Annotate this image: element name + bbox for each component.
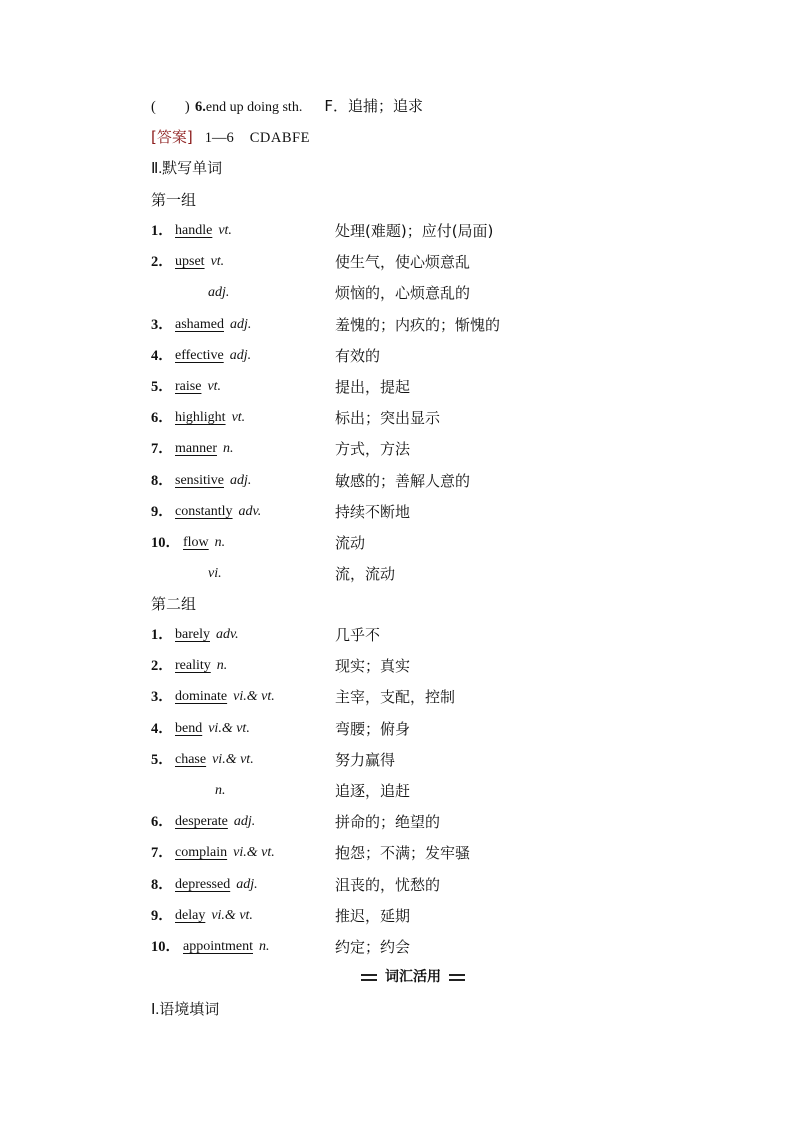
vocab-word: constantly [175,503,233,519]
vocab-answer[interactable] [175,250,224,274]
vocab-word: handle [175,223,213,238]
part-of-speech: adv. [215,627,239,642]
vocab-word: upset [175,254,205,270]
section-title: 语境填词 [159,1000,220,1018]
part-of-speech: adj. [236,876,258,892]
vocab-number: 9． [151,907,173,924]
part-of-speech: vi.& vt. [233,689,275,705]
vocab-row [151,250,711,274]
vocab-number: 7． [151,845,173,862]
phrase: end up doing sth. [205,100,303,115]
vocab-number: 2． [151,254,173,271]
vocab-number: 5． [151,751,173,768]
part-of-speech: vi. [208,566,222,582]
vocab-number: 9． [151,503,173,520]
vocab-word: depressed [175,876,231,892]
vocab-word: bend [175,720,203,736]
vocab-answer[interactable] [175,623,239,647]
vocab-number: 6． [151,410,173,427]
vocab-meaning: 现实；真实 [335,657,411,676]
vocab-row [151,810,711,834]
section-title: 默写单词 [162,159,223,177]
vocab-number: 1． [151,627,173,643]
group-title: 第一组 [151,191,197,209]
section-heading-context-fill [151,997,219,1021]
vocab-row [151,375,711,399]
vocab-meaning: 追逐，追赶 [335,782,411,800]
vocab-answer[interactable] [175,469,251,493]
vocab-answer[interactable] [175,904,253,928]
banner-label: 词汇活用 [377,967,449,987]
vocab-word: appointment [183,939,253,954]
part-of-speech: vi.& vt. [211,907,253,923]
vocab-word: reality [175,658,211,674]
vocab-row [151,219,711,243]
section-numeral: Ⅰ. [151,1002,160,1018]
vocab-word: ashamed [175,316,224,332]
vocab-answer[interactable] [175,685,275,709]
vocab-word: flow [183,535,209,550]
vocab-row [151,779,711,803]
vocab-row [151,654,711,678]
vocab-row [151,841,711,865]
vocab-row [151,685,711,709]
vocab-row [151,623,711,647]
vocab-word: delay [175,907,206,923]
vocab-meaning: 弯腰；俯身 [335,719,411,738]
vocab-number: 10． [151,535,180,551]
section-heading-dictation [151,156,222,180]
vocab-row [151,531,711,555]
option-text: F．追捕；追求 [324,97,423,115]
vocab-answer[interactable] [175,313,251,337]
vocab-row [151,562,711,586]
vocab-meaning: 流，流动 [335,565,396,584]
vocab-answer[interactable] [183,935,270,959]
vocab-row [151,469,711,493]
vocab-number: 6． [151,814,173,831]
vocab-answer[interactable] [175,500,261,524]
vocab-word: complain [175,845,228,861]
vocab-answer[interactable] [175,873,258,897]
vocab-meaning: 方式，方法 [335,440,411,459]
vocab-row [151,406,711,430]
vocab-meaning: 几乎不 [335,626,381,644]
vocab-meaning: 有效的 [335,346,381,365]
vocab-number: 3． [151,689,173,706]
vocab-number: 8． [151,876,173,893]
vocab-meaning: 烦恼的，心烦意乱的 [335,284,471,303]
vocab-number: 7． [151,441,173,458]
vocab-meaning: 主宰，支配，控制 [335,688,456,707]
part-of-speech: adj. [230,472,252,488]
vocab-row [151,904,711,928]
vocab-meaning: 流动 [335,534,366,552]
vocab-meaning: 推迟，延期 [335,906,411,925]
part-of-speech: adj. [229,316,252,332]
vocab-meaning: 拼命的；绝望的 [335,813,441,832]
vocab-number: 5． [151,379,173,395]
vocab-answer[interactable] [183,531,225,555]
vocab-row [151,748,711,772]
part-of-speech: adj. [208,285,230,301]
part-of-speech: n. [214,535,226,550]
answer-tag: [答案] [151,128,193,146]
vocab-word: effective [175,347,224,363]
vocab-meaning: 敏感的；善解人意的 [335,471,471,490]
answer-range: 1—6 [204,130,234,146]
answer-keys: CDABFE [249,130,310,146]
matching-row [151,94,423,118]
vocab-answer[interactable] [175,841,275,865]
vocab-answer[interactable] [175,375,221,399]
vocab-word: chase [175,751,207,767]
vocab-word: desperate [175,814,228,830]
vocab-row [151,313,711,337]
part-of-speech: vt. [207,379,222,394]
vocab-answer[interactable] [175,748,254,772]
vocab-answer[interactable] [175,654,227,678]
vocab-number: 10． [151,939,180,955]
vocab-number: 3． [151,316,173,333]
answer-line [151,125,310,149]
vocab-word: manner [175,441,217,457]
vocab-meaning: 约定；约会 [335,938,411,956]
vocab-answer[interactable] [175,219,232,243]
vocab-word: sensitive [175,472,224,488]
vocab-meaning: 标出；突出显示 [335,409,441,428]
vocab-answer[interactable] [175,717,250,741]
part-of-speech: adj. [229,347,252,363]
part-of-speech: n. [216,658,228,674]
vocab-meaning: 使生气，使心烦意乱 [335,253,471,272]
part-of-speech: vt. [210,254,225,270]
vocab-number: 8． [151,472,173,489]
vocab-row [151,344,711,368]
part-of-speech: adj. [233,814,256,830]
part-of-speech: n. [215,783,226,798]
vocab-word: highlight [175,410,226,426]
part-of-speech: vt. [231,410,246,426]
vocab-word: raise [175,379,202,394]
group-title: 第二组 [151,595,197,613]
vocab-word: dominate [175,689,228,705]
vocab-number: 2． [151,658,173,675]
vocab-row [151,873,711,897]
vocab-meaning: 沮丧的，忧愁的 [335,875,441,894]
vocab-meaning: 处理(难题)；应付(局面) [335,222,494,240]
vocab-number: 1． [151,223,173,239]
part-of-speech: n. [259,939,270,954]
vocab-number: 4． [151,347,173,364]
part-of-speech: n. [222,441,234,457]
item-number: 6. [195,99,206,115]
part-of-speech: adv. [238,503,262,519]
vocab-answer[interactable] [175,344,251,368]
part-of-speech: vi.& vt. [212,751,254,767]
vocab-row [151,935,711,959]
part-of-speech: vt. [218,223,232,238]
vocab-meaning: 羞愧的；内疚的；惭愧的 [335,315,501,334]
vocab-row [151,281,711,305]
vocab-meaning: 提出，提起 [335,378,411,396]
answer-blank[interactable]: ( ) [151,99,190,115]
vocab-answer[interactable] [175,437,233,461]
vocab-answer[interactable] [175,810,255,834]
vocab-row [151,437,711,461]
vocab-row [151,717,711,741]
vocab-row [151,500,711,524]
part-of-speech: vi.& vt. [208,720,250,736]
section-banner [361,967,465,987]
vocab-meaning: 抱怨；不满；发牢骚 [335,844,471,863]
vocab-meaning: 努力赢得 [335,750,396,769]
vocab-answer[interactable] [175,406,245,430]
section-numeral: Ⅱ. [151,161,163,177]
vocab-meaning: 持续不断地 [335,502,411,521]
part-of-speech: vi.& vt. [233,845,275,861]
vocab-word: barely [175,627,210,642]
vocab-number: 4． [151,720,173,737]
